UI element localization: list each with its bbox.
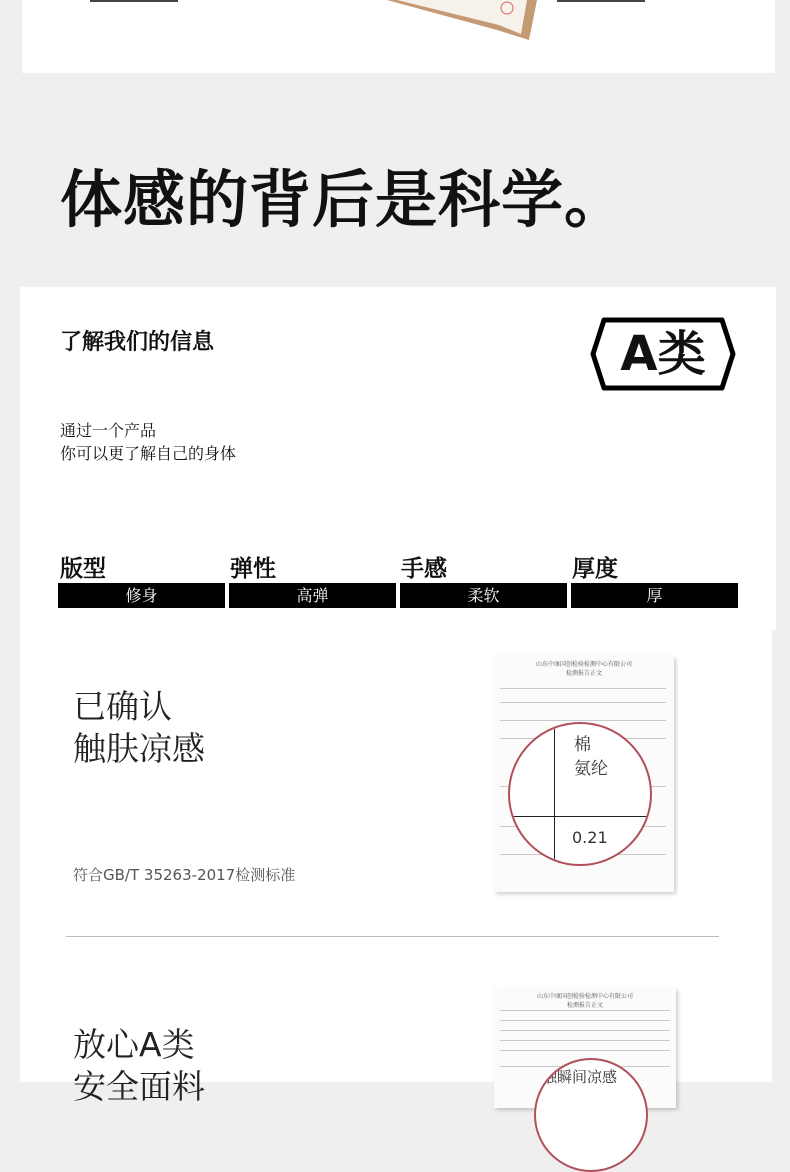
test-report-image-2 (494, 988, 676, 1108)
lens-value: 0.21 (572, 828, 608, 847)
test-report-card (20, 630, 772, 1106)
attr-value-fit: 修身 (58, 583, 225, 608)
badge-label: A类 (620, 326, 706, 382)
page-headline: 体感的背后是科学。 (60, 163, 628, 236)
test-report-image-1 (494, 656, 674, 892)
intro-line-2: 你可以更了解自己的身体 (60, 444, 237, 463)
decorative-bar-left (90, 0, 178, 2)
report2-subtitle: 检测报告正文 (566, 1002, 603, 1009)
decorative-bar-right (557, 0, 645, 2)
attr-value-feel: 柔软 (400, 583, 567, 608)
attr-value-thickness: 厚 (571, 583, 738, 608)
attr-value-elasticity: 高弹 (229, 583, 396, 608)
attr-label-feel: 手感 (401, 556, 447, 582)
lens-fabric-spandex: 氨纶 (574, 759, 608, 779)
attr-label-thickness: 厚度 (572, 556, 618, 582)
section-divider (66, 936, 719, 937)
section2-heading (73, 1024, 205, 1108)
standard-note: 符合GB/T 35263-2017检测标准 (73, 866, 296, 884)
attr-label-elasticity: 弹性 (230, 556, 276, 582)
section1-heading (73, 686, 205, 770)
intro-text (60, 419, 236, 465)
section1-line-1: 已确认 (73, 687, 172, 726)
report-subtitle: 检测报告正文 (565, 670, 602, 677)
magnifier-lens (508, 722, 652, 866)
lens2-text: 触瞬间凉感 (542, 1068, 618, 1086)
section2-line-2: 安全面料 (73, 1067, 205, 1106)
info-card (20, 287, 776, 630)
section2-line-1: 放心A类 (73, 1025, 195, 1064)
magnifier-lens-2 (534, 1058, 648, 1172)
report2-company: 山东中康国创检验检测中心有限公司 (536, 993, 633, 1000)
info-title: 了解我们的信息 (60, 330, 215, 355)
intro-line-1: 通过一个产品 (60, 421, 157, 440)
lens-fabric-cotton: 棉 (574, 735, 591, 755)
certificate-image (387, 0, 537, 40)
grade-badge (590, 317, 736, 391)
section1-line-2: 触肤凉感 (73, 729, 205, 768)
top-product-card (22, 0, 775, 73)
attr-label-fit: 版型 (60, 556, 106, 582)
report-company: 山东中康国创检验检测中心有限公司 (535, 661, 632, 668)
